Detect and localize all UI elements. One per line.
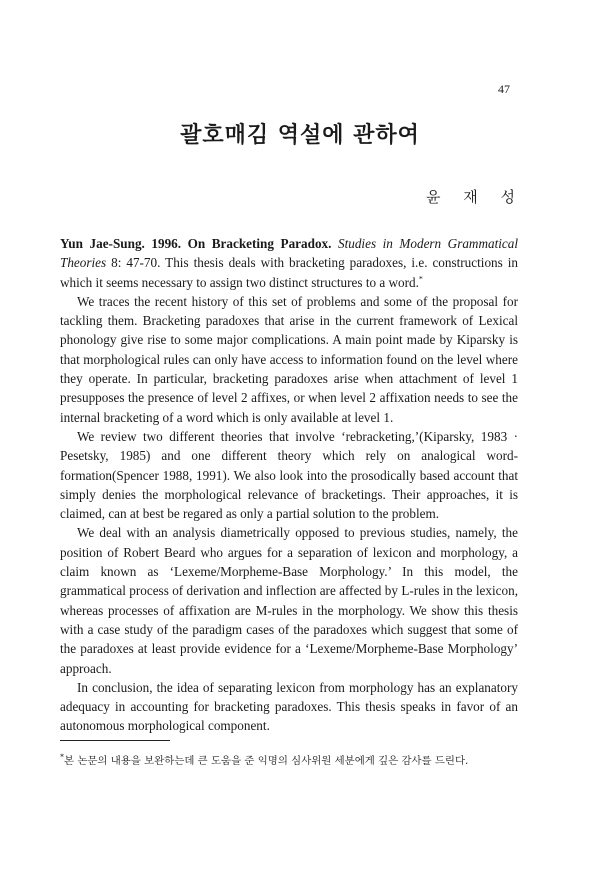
footnote-divider: [60, 740, 170, 741]
citation-author: Yun Jae-Sung.: [60, 236, 145, 251]
citation-volume-pages: 8: 47-70.: [111, 255, 161, 271]
page-number: 47: [498, 82, 510, 96]
author-name-korean: 윤 재 성: [426, 188, 518, 206]
footnote-marker: *: [60, 752, 64, 762]
abstract-paragraph: We review two different theories that involve ‘rebracketing,’(Kiparsky, 1983 · Pesetsky, 1985) and one different theory which rely on analogical word-formation(Spencer 1988, 1991). We also look into the prosodically based account that simply denies the morphological relevance of bracketings. Their approaches, it is claimed, can at best be regared as only a partial solution to the problem.: [60, 428, 518, 522]
citation-first-sentences: This thesis deals with bracketing paradoxes, i.e. constructions in which it seems necessary to assign two distinct structures to a word.: [60, 255, 518, 290]
citation-journal: Studies in Modern Grammatical Theories: [60, 236, 519, 271]
abstract-paragraph: We deal with an analysis diametrically opposed to previous studies, namely, the position of Robert Beard who argues for a separation of lexicon and morphology, a claim known as ‘Lexeme/Morpheme-Base Morphology.’ In this model, the grammatical process of derivation and inflection are affected by L-rules in the lexicon, whereas processes of affixation are M-rules in the morphology. We show this thesis with a case study of the paradigm cases of the paradoxes which suggest that some of the paradoxes at least provide evidence for a ‘Lexeme/Morpheme-Base Morphology’ approach.: [60, 525, 518, 676]
footnote: [60, 752, 530, 767]
citation-paragraph: [60, 234, 518, 292]
footnote-text: 본 논문의 내용을 보완하는데 큰 도움을 준 익명의 심사위원 세분에게 깊은 감사를 드린다.: [64, 755, 469, 767]
citation-year-title: 1996. On Bracketing Paradox.: [151, 236, 332, 251]
abstract: [60, 234, 518, 736]
footnote-reference: *: [418, 274, 423, 284]
abstract-paragraph: In conclusion, the idea of separating lexicon from morphology has an explanatory adequacy in accounting for bracketing paradoxes. This thesis speaks in favor of an autonomous morphological component.: [60, 679, 518, 734]
abstract-paragraph: We traces the recent history of this set of problems and some of the proposal for tackling them. Bracketing paradoxes that arise in the current framework of Lexical phonology give rise to some major complications. A main point made by Kiparsky is that morphological rules can only have access to information found on the level where they operate. In particular, bracketing paradoxes arise when attachment of level 1 presupposes the presence of level 2 affixes, or when level 2 affixation needs to see the internal bracketing of a word which is only available at level 1.: [60, 293, 518, 425]
paper-title: 괄호매김 역설에 관하여: [180, 122, 420, 148]
